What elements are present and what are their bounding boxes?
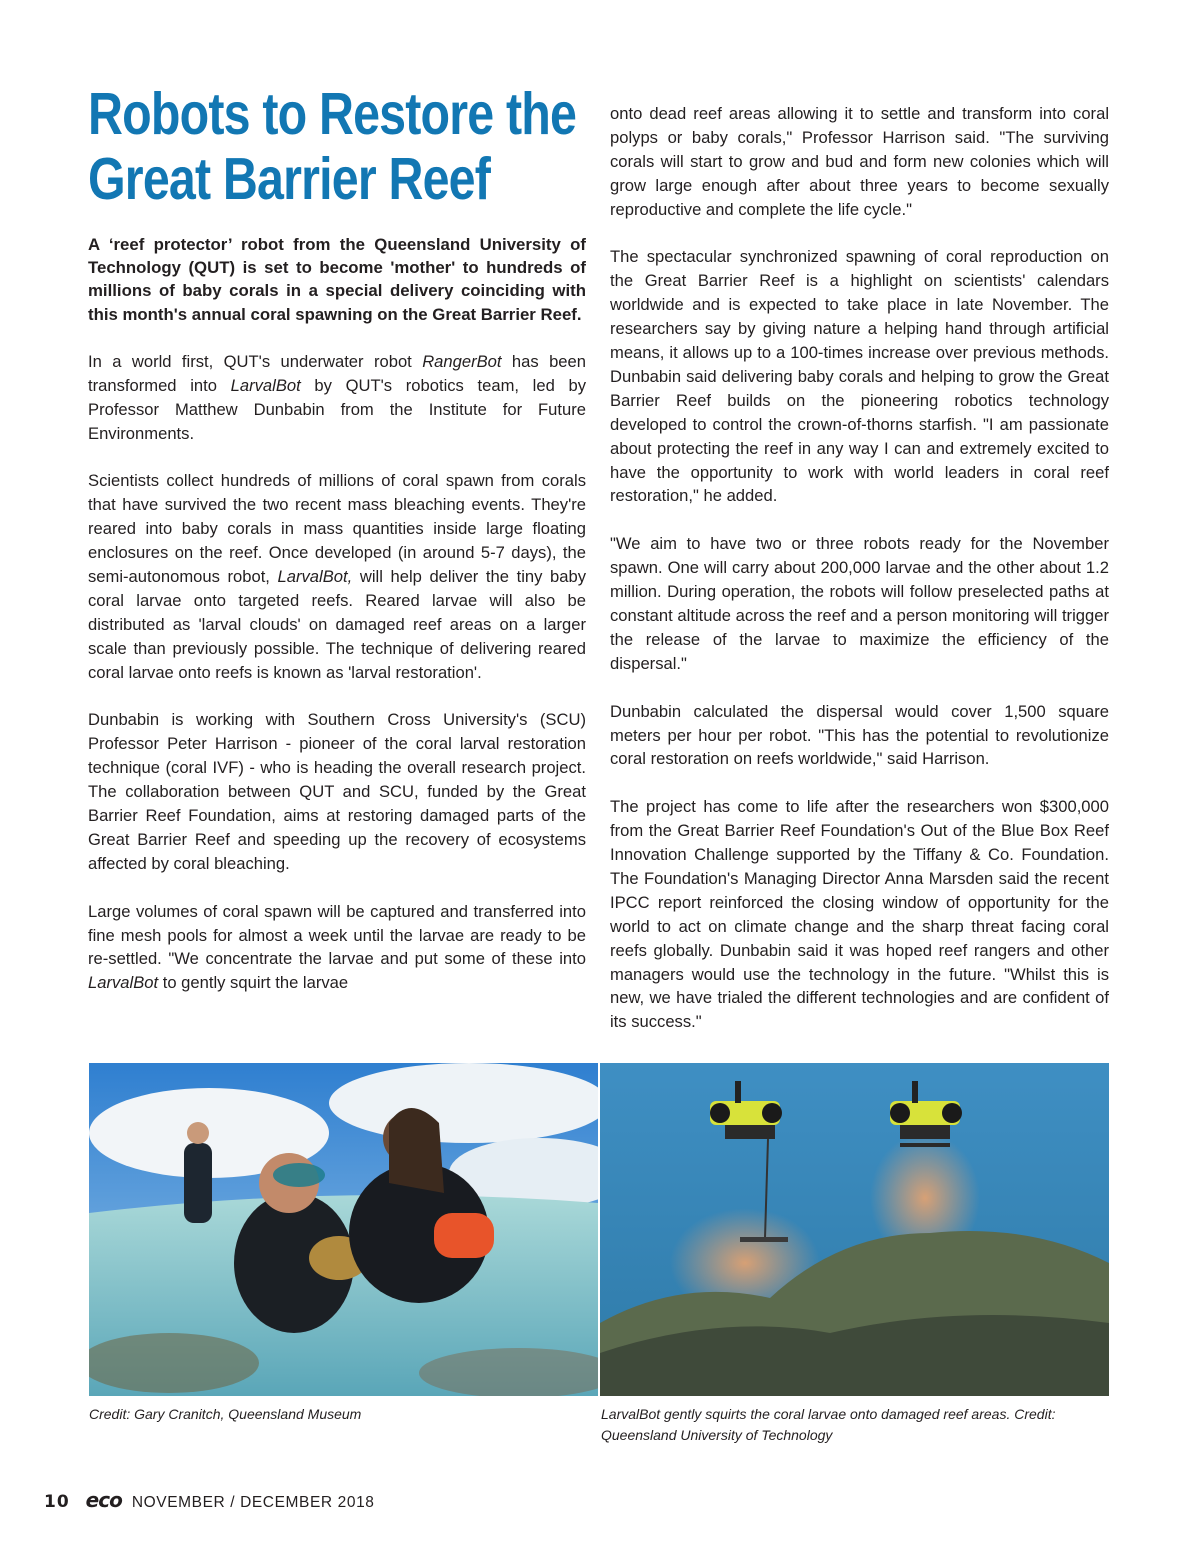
larvalbot-illustration <box>600 1063 1109 1396</box>
title-line-1: Robots to Restore the <box>88 81 577 147</box>
photo-caption-left: Credit: Gary Cranitch, Queensland Museum <box>89 1406 362 1422</box>
page-number: 10 <box>44 1492 70 1512</box>
page-footer <box>44 1488 375 1512</box>
right-column <box>610 102 1109 1034</box>
paragraph-3: Dunbabin is working with Southern Cross University's (SCU) Professor Peter Harrison - pioneer of the coral larval restoration technique (coral IVF) - who is heading the overall research project. The collaboration between QUT and SCU, funded by the Great Barrier Reef Foundation, aims at restoring damaged parts of the Great Barrier Reef and speeding up the recovery of ecosystems affected by coral bleaching. <box>88 710 586 873</box>
paragraph-4: Large volumes of coral spawn will be captured and transferred into fine mesh pools for almost a week until the larvae are ready to be re-settled. "We concentrate the larvae and put some of these into LarvalBot to gently squirt the larvae <box>88 901 586 993</box>
title-line-2: Great Barrier Reef <box>88 146 491 212</box>
paragraph-5: onto dead reef areas allowing it to settle and transform into coral polyps or baby corals," Professor Harrison said. "The surviving corals will start to grow and bud and form new colonies which will grow large enough after about three years to become sexually reproductive and complete the life cycle." <box>610 104 1109 219</box>
paragraph-7: "We aim to have two or three robots ready for the November spawn. One will carry about 200,000 larvae and the other about 1.2 million. During operation, the robots will follow preselected paths at constant altitude across the reef and a person monitoring will trigger the release of the larvae to maximize the efficiency of the dispersal." <box>610 534 1109 673</box>
issue-date: NOVEMBER / DECEMBER 2018 <box>131 1494 375 1511</box>
paragraph-2: Scientists collect hundreds of millions of coral spawn from corals that have survived the two recent mass bleaching events. They're reared into baby corals in mass quantities inside large floating enclosures on the reef. Once developed (in around 5-7 days), the semi-autonomous robot, LarvalBot, will help deliver the tiny baby coral larvae onto targeted reefs. Reared larvae will also be distributed as 'larval clouds' on damaged reef areas on a larger scale than previously possible. The technique of delivering reared coral larvae onto reefs is known as 'larval restoration'. <box>88 471 587 682</box>
lead-paragraph: A ‘reef protector’ robot from the Queensland University of Technology (QUT) is set to become 'mother' to hundreds of millions of baby corals in a special delivery coinciding with this month's annual coral spawning on the Great Barrier Reef. <box>88 235 586 324</box>
photo-caption-right: LarvalBot gently squirts the coral larvae onto damaged reef areas. Credit: Queensland University of Technology <box>601 1406 1056 1443</box>
divers-illustration <box>89 1063 598 1396</box>
paragraph-9: The project has come to life after the researchers won $300,000 from the Great Barrier Reef Foundation's Out of the Blue Box Reef Innovation Challenge supported by the Tiffany & Co. Foundation. The Foundation's Managing Director Anna Marsden said the recent IPCC report reinforced the closing window of opportunity for the world to act on climate change and the sharp threat facing coral reefs globally. Dunbabin said it was hoped reef rangers and other managers would use the technology in the future. "Whilst this is new, we have trialed the different technologies and are confident of its success." <box>610 797 1109 1032</box>
photo-divers-with-coral <box>89 1063 598 1396</box>
left-column <box>88 233 586 995</box>
paragraph-8: Dunbabin calculated the dispersal would cover 1,500 square meters per hour per robot. "This has the potential to revolutionize coral restoration on reefs worldwide," said Harrison. <box>610 701 1109 769</box>
photo-larvalbot-reef <box>600 1063 1109 1396</box>
article-title <box>88 81 577 212</box>
magazine-logo: eco <box>85 1488 122 1512</box>
paragraph-6: The spectacular synchronized spawning of coral reproduction on the Great Barrier Reef is a highlight on scientists' calendars worldwide and is expected to take place in late November. The researchers say by giving nature a helping hand through artificial means, it allows up to a 100-times increase over previous methods. Dunbabin said delivering baby corals and helping to grow the Great Barrier Reef builds on the pioneering robotics technology developed to control the crown-of-thorns starfish. "I am passionate about protecting the reef in any way I can and extremely excited to have the opportunity to work with world leaders in coral reef restoration," he added. <box>610 247 1109 506</box>
paragraph-1: In a world first, QUT's underwater robot RangerBot has been transformed into LarvalBot by QUT's robotics team, led by Professor Matthew Dunbabin from the Institute for Future Environments. <box>88 351 587 443</box>
